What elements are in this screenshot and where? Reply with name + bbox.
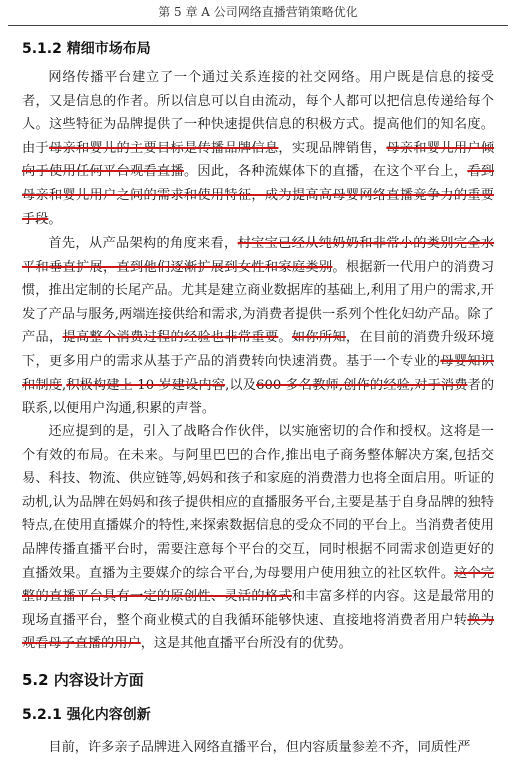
section-heading-5-1-2: 5.1.2 精细市场布局 — [22, 41, 151, 57]
text-run: 。根据新一代用户的消费习惯，推出定制的长尾产品。尤其是建立商业数据库的基础上,利用了用户的需求,开发了产品与服务,两端连接供给和需求,为消费者提供一系列个性化妇幼产品。除了产品， — [22, 259, 495, 346]
section-heading-5-2: 5.2 内容设计方面 — [22, 671, 144, 689]
struck-text-run: 看到母亲和婴儿用户之间的需求和使用特征，成为提高高母婴网络直播竞争力的重要手段 — [22, 164, 495, 227]
struck-text-run: 这个完整的直播平台具有一定的原创性、灵活的格式 — [22, 565, 494, 605]
text-run: 。 — [48, 211, 62, 227]
text-run: ，实现品牌销售， — [278, 140, 387, 156]
struck-text-run: 村宝宝已经从纯奶奶和非常小的类别完全水平和垂直扩展，直到他们逐渐扩展到女性和家庭类别 — [22, 236, 495, 275]
struck-text-run: 母婴知识和制度 — [22, 353, 494, 393]
text-run: 还应提到的是，引入了战略合作伙伴，以实施密切的合作和授权。这将是一个有效的布局。在未来。与阿里巴巴的合作,推出电子商务整体解决方案,包括交易、科技、物流、供应链等,妈妈和孩子和家庭的消费潜力也将全面启用。听证的动机,认为品牌在妈妈和孩子提供相应的直播服务平台,主要是基于自身品牌的独特特点,在使用直播媒介的特性,来探索数据信息的受众不同的平台上。当消费者使用品牌传播直播平台时，需要注意每个平台的交互，同时根据不同需求创造更好的直播效果。直播为主要媒介的综合平台,为母婴用户使用独立的社区软件。 — [22, 424, 494, 581]
text-run: 目前，许多亲子品牌进入网络直播平台，但内容质量参差不齐，同质性严 — [48, 740, 471, 755]
struck-text-run: 提高整个消费过程的经验也非常重要 — [62, 330, 279, 346]
paragraph-1 — [22, 66, 494, 231]
struck-text-run: 母亲和婴儿用户倾向于使用任何平台观看直播 — [22, 140, 495, 180]
struck-text-run: 积极构建上 10 岁建设内容 — [66, 377, 226, 393]
text-run: ，在目前的消费升级环境下，更多用户的需求从基于产品的消费转向快速消费。基于一个专业的 — [22, 330, 495, 369]
paragraph-2 — [22, 232, 494, 421]
text-run: 和丰富多样的内容。这是最常用的现场直播平台，整个商业模式的自我循环能够快速、直接地将消费者用户转 — [22, 589, 494, 628]
text-run: 网络传播平台建立了一个通过关系连接的社交网络。用户既是信息的接受者，又是信息的作者。所以信息可以自由流动，每个人都可以把信息传递给每个人。这些特征为品牌提供了一种快速提供信息的积极方式。提高他们的知名度。由于 — [22, 70, 494, 156]
text-run: ,以及 — [225, 377, 257, 393]
text-run: 首先，从产品架构的角度来看， — [48, 236, 238, 251]
text-run: 。 — [278, 330, 292, 346]
text-run: , — [61, 377, 67, 393]
struck-text-run: 换为观看母子直播的用户 — [22, 612, 495, 652]
header-rule — [8, 25, 508, 26]
paragraph-4 — [22, 736, 494, 760]
running-header: 第 5 章 A 公司网络直播营销策略优化 — [158, 5, 358, 19]
struck-text-run: 母亲和婴儿的主要目标是传播品牌信息 — [49, 140, 279, 156]
text-run: 者的联系,以便用户沟通,积累的声誉。 — [22, 377, 495, 417]
struck-text-run: 600 多名教师,创作的经验,对于消费 — [256, 377, 468, 393]
text-run: 。因此，各种流媒体下的直播，在这个平台上， — [183, 164, 468, 180]
struck-text-run: 如你所知 — [291, 330, 346, 346]
paragraph-3 — [22, 420, 494, 656]
section-heading-5-2-1: 5.2.1 强化内容创新 — [22, 707, 151, 723]
text-run: ，这是其他直播平台所没有的优势。 — [140, 636, 352, 652]
